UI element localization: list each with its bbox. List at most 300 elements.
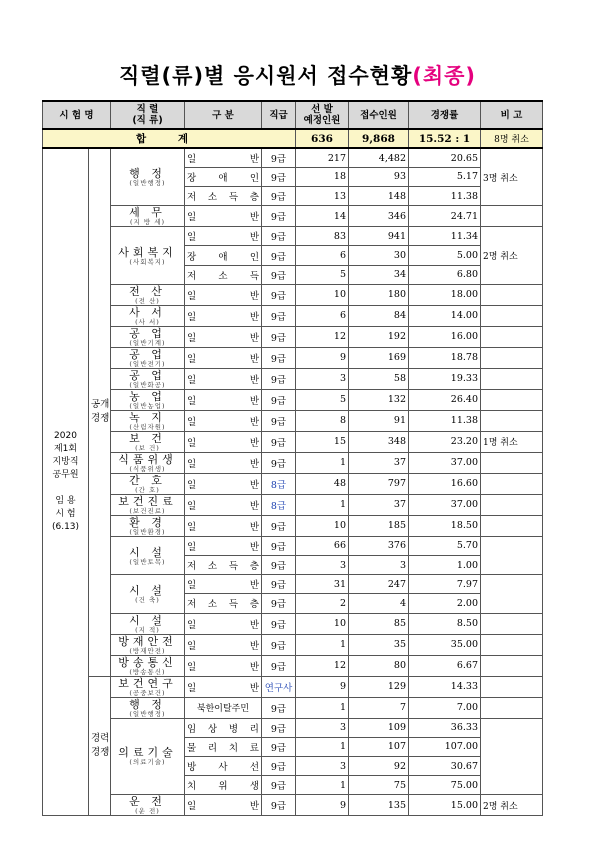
applicants-cell: 92 bbox=[349, 756, 409, 775]
applicants-cell: 107 bbox=[349, 737, 409, 756]
series-cell bbox=[111, 148, 185, 206]
table-row bbox=[43, 452, 543, 473]
ratio-cell: 37.00 bbox=[409, 494, 481, 515]
series-cell bbox=[111, 206, 185, 227]
series-subtype: (일반환경) bbox=[129, 527, 166, 536]
note-cell bbox=[481, 613, 543, 634]
note-cell bbox=[481, 515, 543, 536]
series-name: 행 정 bbox=[129, 697, 166, 711]
ratio-cell: 15.00 bbox=[409, 795, 481, 816]
applicants-cell: 91 bbox=[349, 410, 409, 431]
table-row bbox=[43, 473, 543, 494]
group-label-line: 공개 bbox=[91, 399, 110, 411]
planned-cell: 1 bbox=[296, 452, 349, 473]
grade-cell: 8급 bbox=[262, 494, 296, 515]
series-name: 환 경 bbox=[129, 515, 166, 529]
grade-cell: 연구사 bbox=[262, 676, 296, 697]
application-status-table bbox=[42, 100, 543, 816]
planned-cell: 3 bbox=[296, 368, 349, 389]
division-cell: 저 소 득 bbox=[185, 265, 262, 284]
total-ratio: 15.52 : 1 bbox=[409, 129, 481, 148]
grade-cell: 9급 bbox=[262, 284, 296, 305]
ratio-cell: 11.38 bbox=[409, 410, 481, 431]
ratio-cell: 5.17 bbox=[409, 167, 481, 186]
applicants-cell: 85 bbox=[349, 613, 409, 634]
division-cell: 일 반 bbox=[185, 284, 262, 305]
ratio-cell: 37.00 bbox=[409, 452, 481, 473]
ratio-cell: 5.00 bbox=[409, 246, 481, 265]
planned-cell: 1 bbox=[296, 697, 349, 718]
table-row bbox=[43, 347, 543, 368]
table-row bbox=[43, 676, 543, 697]
table-row bbox=[43, 206, 543, 227]
planned-cell: 3 bbox=[296, 756, 349, 775]
series-subtype: (일반행정) bbox=[129, 709, 166, 718]
applicants-cell: 192 bbox=[349, 326, 409, 347]
note-cell bbox=[481, 575, 543, 613]
planned-cell: 10 bbox=[296, 613, 349, 634]
note-cell bbox=[481, 347, 543, 368]
applicants-cell: 37 bbox=[349, 452, 409, 473]
applicants-cell: 797 bbox=[349, 473, 409, 494]
division-cell: 일 반 bbox=[185, 431, 262, 452]
planned-cell: 6 bbox=[296, 305, 349, 326]
grade-cell: 9급 bbox=[262, 326, 296, 347]
note-cell bbox=[481, 655, 543, 676]
ratio-cell: 7.97 bbox=[409, 575, 481, 594]
ratio-cell: 18.00 bbox=[409, 284, 481, 305]
ratio-cell: 26.40 bbox=[409, 389, 481, 410]
total-planned: 636 bbox=[296, 129, 349, 148]
planned-cell: 3 bbox=[296, 556, 349, 575]
applicants-cell: 346 bbox=[349, 206, 409, 227]
applicants-cell: 129 bbox=[349, 676, 409, 697]
grade-cell: 9급 bbox=[262, 718, 296, 737]
applicants-cell: 35 bbox=[349, 634, 409, 655]
series-subtype: (일반전기) bbox=[129, 359, 166, 368]
planned-cell: 9 bbox=[296, 795, 349, 816]
division-cell: 일 반 bbox=[185, 347, 262, 368]
division-cell: 일 반 bbox=[185, 368, 262, 389]
ratio-cell: 16.00 bbox=[409, 326, 481, 347]
series-subtype: (의료기술) bbox=[129, 758, 166, 767]
series-subtype: (간 호) bbox=[135, 485, 160, 494]
table-row bbox=[43, 655, 543, 676]
exam-name-line: 지방직 bbox=[52, 457, 79, 468]
note-cell bbox=[481, 676, 543, 697]
planned-cell: 3 bbox=[296, 718, 349, 737]
ratio-cell: 6.67 bbox=[409, 655, 481, 676]
note-cell bbox=[481, 494, 543, 515]
series-cell bbox=[111, 284, 185, 305]
series-subtype: (산림자원) bbox=[129, 422, 166, 431]
series-subtype: (일반토목) bbox=[129, 557, 166, 566]
exam-name-line: 공무원 bbox=[52, 470, 79, 481]
planned-cell: 48 bbox=[296, 473, 349, 494]
applicants-cell: 348 bbox=[349, 431, 409, 452]
series-cell bbox=[111, 326, 185, 347]
ratio-cell: 35.00 bbox=[409, 634, 481, 655]
division-cell: 일 반 bbox=[185, 326, 262, 347]
table-row bbox=[43, 326, 543, 347]
planned-cell: 9 bbox=[296, 676, 349, 697]
ratio-cell: 24.71 bbox=[409, 206, 481, 227]
applicants-cell: 376 bbox=[349, 536, 409, 555]
table-row bbox=[43, 634, 543, 655]
note-cell bbox=[481, 473, 543, 494]
planned-cell: 15 bbox=[296, 431, 349, 452]
ratio-cell: 16.60 bbox=[409, 473, 481, 494]
series-name: 전 산 bbox=[129, 284, 166, 298]
grade-cell: 9급 bbox=[262, 515, 296, 536]
series-name: 공 업 bbox=[129, 347, 166, 361]
series-subtype: (일반농업) bbox=[129, 401, 166, 410]
grade-cell: 9급 bbox=[262, 167, 296, 186]
applicants-cell: 30 bbox=[349, 246, 409, 265]
series-subtype: (전 산) bbox=[135, 296, 160, 305]
grade-cell: 9급 bbox=[262, 594, 296, 613]
series-subtype: (사 서) bbox=[135, 317, 160, 326]
division-cell: 저 소 득 층 bbox=[185, 187, 262, 206]
note-cell: 2명 취소 bbox=[481, 795, 543, 816]
planned-cell: 1 bbox=[296, 494, 349, 515]
table-body bbox=[43, 129, 543, 816]
header-grade: 직급 bbox=[262, 101, 296, 129]
table-row bbox=[43, 284, 543, 305]
total-row bbox=[43, 129, 543, 148]
series-cell bbox=[111, 676, 185, 697]
planned-cell: 5 bbox=[296, 389, 349, 410]
division-cell: 일 반 bbox=[185, 676, 262, 697]
series-subtype: (운 전) bbox=[135, 807, 160, 816]
table-row bbox=[43, 431, 543, 452]
division-cell: 일 반 bbox=[185, 148, 262, 167]
division-cell: 일 반 bbox=[185, 227, 262, 246]
series-name: 공 업 bbox=[129, 326, 166, 340]
division-cell: 일 반 bbox=[185, 305, 262, 326]
note-cell: 2명 취소 bbox=[481, 227, 543, 285]
applicants-cell: 84 bbox=[349, 305, 409, 326]
grade-cell: 9급 bbox=[262, 265, 296, 284]
title-main: 직렬(류)별 응시원서 접수현황 bbox=[118, 64, 413, 88]
group-label-line: 경쟁 bbox=[91, 746, 110, 758]
header-row bbox=[43, 101, 543, 129]
series-name: 방송통신 bbox=[118, 655, 177, 669]
applicants-cell: 109 bbox=[349, 718, 409, 737]
exam-name-line: 시 험 bbox=[55, 509, 76, 520]
grade-cell: 9급 bbox=[262, 431, 296, 452]
ratio-cell: 18.50 bbox=[409, 515, 481, 536]
note-cell bbox=[481, 305, 543, 326]
note-cell bbox=[481, 634, 543, 655]
division-cell: 일 반 bbox=[185, 473, 262, 494]
division-cell: 일 반 bbox=[185, 795, 262, 816]
applicants-cell: 4 bbox=[349, 594, 409, 613]
applicants-cell: 941 bbox=[349, 227, 409, 246]
division-cell: 저 소 득 층 bbox=[185, 594, 262, 613]
planned-cell: 10 bbox=[296, 284, 349, 305]
header-ratio: 경쟁률 bbox=[409, 101, 481, 129]
planned-cell: 12 bbox=[296, 655, 349, 676]
applicants-cell: 4,482 bbox=[349, 148, 409, 167]
ratio-cell: 8.50 bbox=[409, 613, 481, 634]
ratio-cell: 19.33 bbox=[409, 368, 481, 389]
applicants-cell: 80 bbox=[349, 655, 409, 676]
series-name: 행 정 bbox=[129, 167, 166, 181]
grade-cell: 9급 bbox=[262, 756, 296, 775]
planned-cell: 1 bbox=[296, 776, 349, 795]
applicants-cell: 37 bbox=[349, 494, 409, 515]
grade-cell: 9급 bbox=[262, 206, 296, 227]
planned-cell: 14 bbox=[296, 206, 349, 227]
table-row bbox=[43, 718, 543, 737]
planned-cell: 18 bbox=[296, 167, 349, 186]
division-cell: 장 애 인 bbox=[185, 246, 262, 265]
series-cell bbox=[111, 389, 185, 410]
division-cell: 일 반 bbox=[185, 655, 262, 676]
table-row bbox=[43, 305, 543, 326]
ratio-cell: 1.00 bbox=[409, 556, 481, 575]
series-name: 시 설 bbox=[129, 613, 166, 627]
planned-cell: 1 bbox=[296, 737, 349, 756]
group-career-competition bbox=[89, 676, 111, 816]
planned-cell: 6 bbox=[296, 246, 349, 265]
grade-cell: 8급 bbox=[262, 473, 296, 494]
applicants-cell: 169 bbox=[349, 347, 409, 368]
ratio-cell: 11.34 bbox=[409, 227, 481, 246]
series-name: 보건진료 bbox=[118, 494, 177, 508]
table-row bbox=[43, 494, 543, 515]
exam-name-line: 2020 bbox=[54, 431, 77, 442]
series-subtype: (일반행정) bbox=[129, 179, 166, 188]
table-row bbox=[43, 410, 543, 431]
grade-cell: 9급 bbox=[262, 452, 296, 473]
series-name: 시 설 bbox=[129, 545, 166, 559]
applicants-cell: 93 bbox=[349, 167, 409, 186]
ratio-cell: 14.00 bbox=[409, 305, 481, 326]
table-row bbox=[43, 368, 543, 389]
series-name: 사 서 bbox=[129, 305, 166, 319]
group-label-line: 경쟁 bbox=[91, 413, 110, 425]
division-cell: 일 반 bbox=[185, 389, 262, 410]
series-cell bbox=[111, 718, 185, 795]
note-cell bbox=[481, 284, 543, 305]
exam-name-line: (6.13) bbox=[51, 522, 80, 533]
ratio-cell: 23.20 bbox=[409, 431, 481, 452]
series-subtype: (지 방 세) bbox=[129, 218, 166, 227]
planned-cell: 10 bbox=[296, 515, 349, 536]
table-row bbox=[43, 536, 543, 555]
ratio-cell: 11.38 bbox=[409, 187, 481, 206]
table-row bbox=[43, 697, 543, 718]
series-cell bbox=[111, 515, 185, 536]
division-cell: 장 애 인 bbox=[185, 167, 262, 186]
series-subtype: (건 축) bbox=[135, 595, 160, 604]
table-row bbox=[43, 148, 543, 167]
table-row bbox=[43, 389, 543, 410]
total-note: 8명 취소 bbox=[481, 129, 543, 148]
ratio-cell: 6.80 bbox=[409, 265, 481, 284]
grade-cell: 9급 bbox=[262, 246, 296, 265]
division-cell: 저 소 득 층 bbox=[185, 556, 262, 575]
applicants-cell: 58 bbox=[349, 368, 409, 389]
series-cell bbox=[111, 473, 185, 494]
series-cell bbox=[111, 634, 185, 655]
applicants-cell: 75 bbox=[349, 776, 409, 795]
note-cell: 1명 취소 bbox=[481, 431, 543, 452]
series-subtype: (일반기계) bbox=[129, 338, 166, 347]
grade-cell: 9급 bbox=[262, 536, 296, 555]
grade-cell: 9급 bbox=[262, 305, 296, 326]
grade-cell: 9급 bbox=[262, 410, 296, 431]
grade-cell: 9급 bbox=[262, 148, 296, 167]
applicants-cell: 148 bbox=[349, 187, 409, 206]
division-cell: 치 위 생 bbox=[185, 776, 262, 795]
planned-cell: 9 bbox=[296, 347, 349, 368]
table-row bbox=[43, 613, 543, 634]
division-cell: 북한이탈주민 bbox=[185, 697, 262, 718]
planned-cell: 1 bbox=[296, 634, 349, 655]
grade-cell: 9급 bbox=[262, 737, 296, 756]
division-cell: 방 사 선 bbox=[185, 756, 262, 775]
grade-cell: 9급 bbox=[262, 556, 296, 575]
exam-name-line: 제1회 bbox=[53, 444, 78, 455]
grade-cell: 9급 bbox=[262, 613, 296, 634]
note-cell bbox=[481, 536, 543, 574]
header-division: 구 분 bbox=[185, 101, 262, 129]
note-cell bbox=[481, 206, 543, 227]
applicants-cell: 3 bbox=[349, 556, 409, 575]
applicants-cell: 7 bbox=[349, 697, 409, 718]
planned-cell: 217 bbox=[296, 148, 349, 167]
grade-cell: 9급 bbox=[262, 795, 296, 816]
applicants-cell: 132 bbox=[349, 389, 409, 410]
header-series: 직 렬 (직 류) bbox=[111, 101, 185, 129]
note-cell bbox=[481, 410, 543, 431]
series-cell bbox=[111, 536, 185, 574]
grade-cell: 9급 bbox=[262, 187, 296, 206]
series-name: 사회복지 bbox=[118, 245, 177, 259]
planned-cell: 66 bbox=[296, 536, 349, 555]
division-cell: 일 반 bbox=[185, 494, 262, 515]
page-title bbox=[0, 60, 595, 90]
series-name: 시 설 bbox=[129, 583, 166, 597]
division-cell: 일 반 bbox=[185, 634, 262, 655]
header-applicants: 접수인원 bbox=[349, 101, 409, 129]
series-cell bbox=[111, 575, 185, 613]
planned-cell: 8 bbox=[296, 410, 349, 431]
grade-cell: 9급 bbox=[262, 697, 296, 718]
grade-cell: 9급 bbox=[262, 347, 296, 368]
series-cell bbox=[111, 697, 185, 718]
series-cell bbox=[111, 227, 185, 285]
note-cell bbox=[481, 389, 543, 410]
ratio-cell: 36.33 bbox=[409, 718, 481, 737]
series-name: 운 전 bbox=[129, 795, 166, 809]
table-row bbox=[43, 227, 543, 246]
series-cell bbox=[111, 368, 185, 389]
ratio-cell: 20.65 bbox=[409, 148, 481, 167]
planned-cell: 2 bbox=[296, 594, 349, 613]
table-row bbox=[43, 575, 543, 594]
planned-cell: 83 bbox=[296, 227, 349, 246]
note-cell bbox=[481, 697, 543, 718]
total-applicants: 9,868 bbox=[349, 129, 409, 148]
division-cell: 일 반 bbox=[185, 515, 262, 536]
header-note: 비 고 bbox=[481, 101, 543, 129]
grade-cell: 9급 bbox=[262, 368, 296, 389]
series-name: 녹 지 bbox=[129, 410, 166, 424]
series-subtype: (식품위생) bbox=[129, 464, 166, 473]
series-cell bbox=[111, 494, 185, 515]
grade-cell: 9급 bbox=[262, 227, 296, 246]
division-cell: 일 반 bbox=[185, 410, 262, 431]
ratio-cell: 2.00 bbox=[409, 594, 481, 613]
division-cell: 일 반 bbox=[185, 536, 262, 555]
exam-name-line: 임 용 bbox=[55, 496, 76, 507]
note-cell bbox=[481, 326, 543, 347]
applicants-cell: 34 bbox=[349, 265, 409, 284]
division-cell: 임 상 병 리 bbox=[185, 718, 262, 737]
exam-name-cell bbox=[43, 148, 89, 816]
applicants-cell: 185 bbox=[349, 515, 409, 536]
planned-cell: 13 bbox=[296, 187, 349, 206]
ratio-cell: 5.70 bbox=[409, 536, 481, 555]
planned-cell: 31 bbox=[296, 575, 349, 594]
title-suffix: (최종) bbox=[412, 64, 477, 88]
ratio-cell: 7.00 bbox=[409, 697, 481, 718]
series-name: 의료기술 bbox=[118, 746, 177, 760]
series-name: 간 호 bbox=[129, 473, 166, 487]
applicants-cell: 135 bbox=[349, 795, 409, 816]
planned-cell: 12 bbox=[296, 326, 349, 347]
ratio-cell: 18.78 bbox=[409, 347, 481, 368]
grade-cell: 9급 bbox=[262, 389, 296, 410]
ratio-cell: 107.00 bbox=[409, 737, 481, 756]
series-cell bbox=[111, 452, 185, 473]
ratio-cell: 30.67 bbox=[409, 756, 481, 775]
division-cell: 일 반 bbox=[185, 452, 262, 473]
note-cell: 3명 취소 bbox=[481, 148, 543, 206]
series-subtype: (사회복지) bbox=[129, 257, 166, 266]
note-cell bbox=[481, 452, 543, 473]
grade-cell: 9급 bbox=[262, 655, 296, 676]
division-cell: 일 반 bbox=[185, 575, 262, 594]
series-name: 공 업 bbox=[129, 368, 166, 382]
series-cell bbox=[111, 410, 185, 431]
series-name: 농 업 bbox=[129, 389, 166, 403]
series-subtype: (공중보건) bbox=[129, 688, 166, 697]
group-label-line: 경력 bbox=[91, 732, 110, 744]
series-name: 보 건 bbox=[129, 431, 166, 445]
series-subtype: (지 적) bbox=[135, 625, 160, 634]
header-planned: 선 발 예정인원 bbox=[296, 101, 349, 129]
series-cell bbox=[111, 613, 185, 634]
series-subtype: (방재안전) bbox=[129, 646, 166, 655]
ratio-cell: 75.00 bbox=[409, 776, 481, 795]
total-label: 합 계 bbox=[43, 129, 296, 148]
series-cell bbox=[111, 431, 185, 452]
series-cell bbox=[111, 347, 185, 368]
division-cell: 물 리 치 료 bbox=[185, 737, 262, 756]
series-cell bbox=[111, 305, 185, 326]
series-name: 보건연구 bbox=[118, 676, 177, 690]
series-cell bbox=[111, 655, 185, 676]
note-cell bbox=[481, 718, 543, 795]
series-name: 식품위생 bbox=[118, 452, 177, 466]
division-cell: 일 반 bbox=[185, 206, 262, 227]
applicants-cell: 180 bbox=[349, 284, 409, 305]
